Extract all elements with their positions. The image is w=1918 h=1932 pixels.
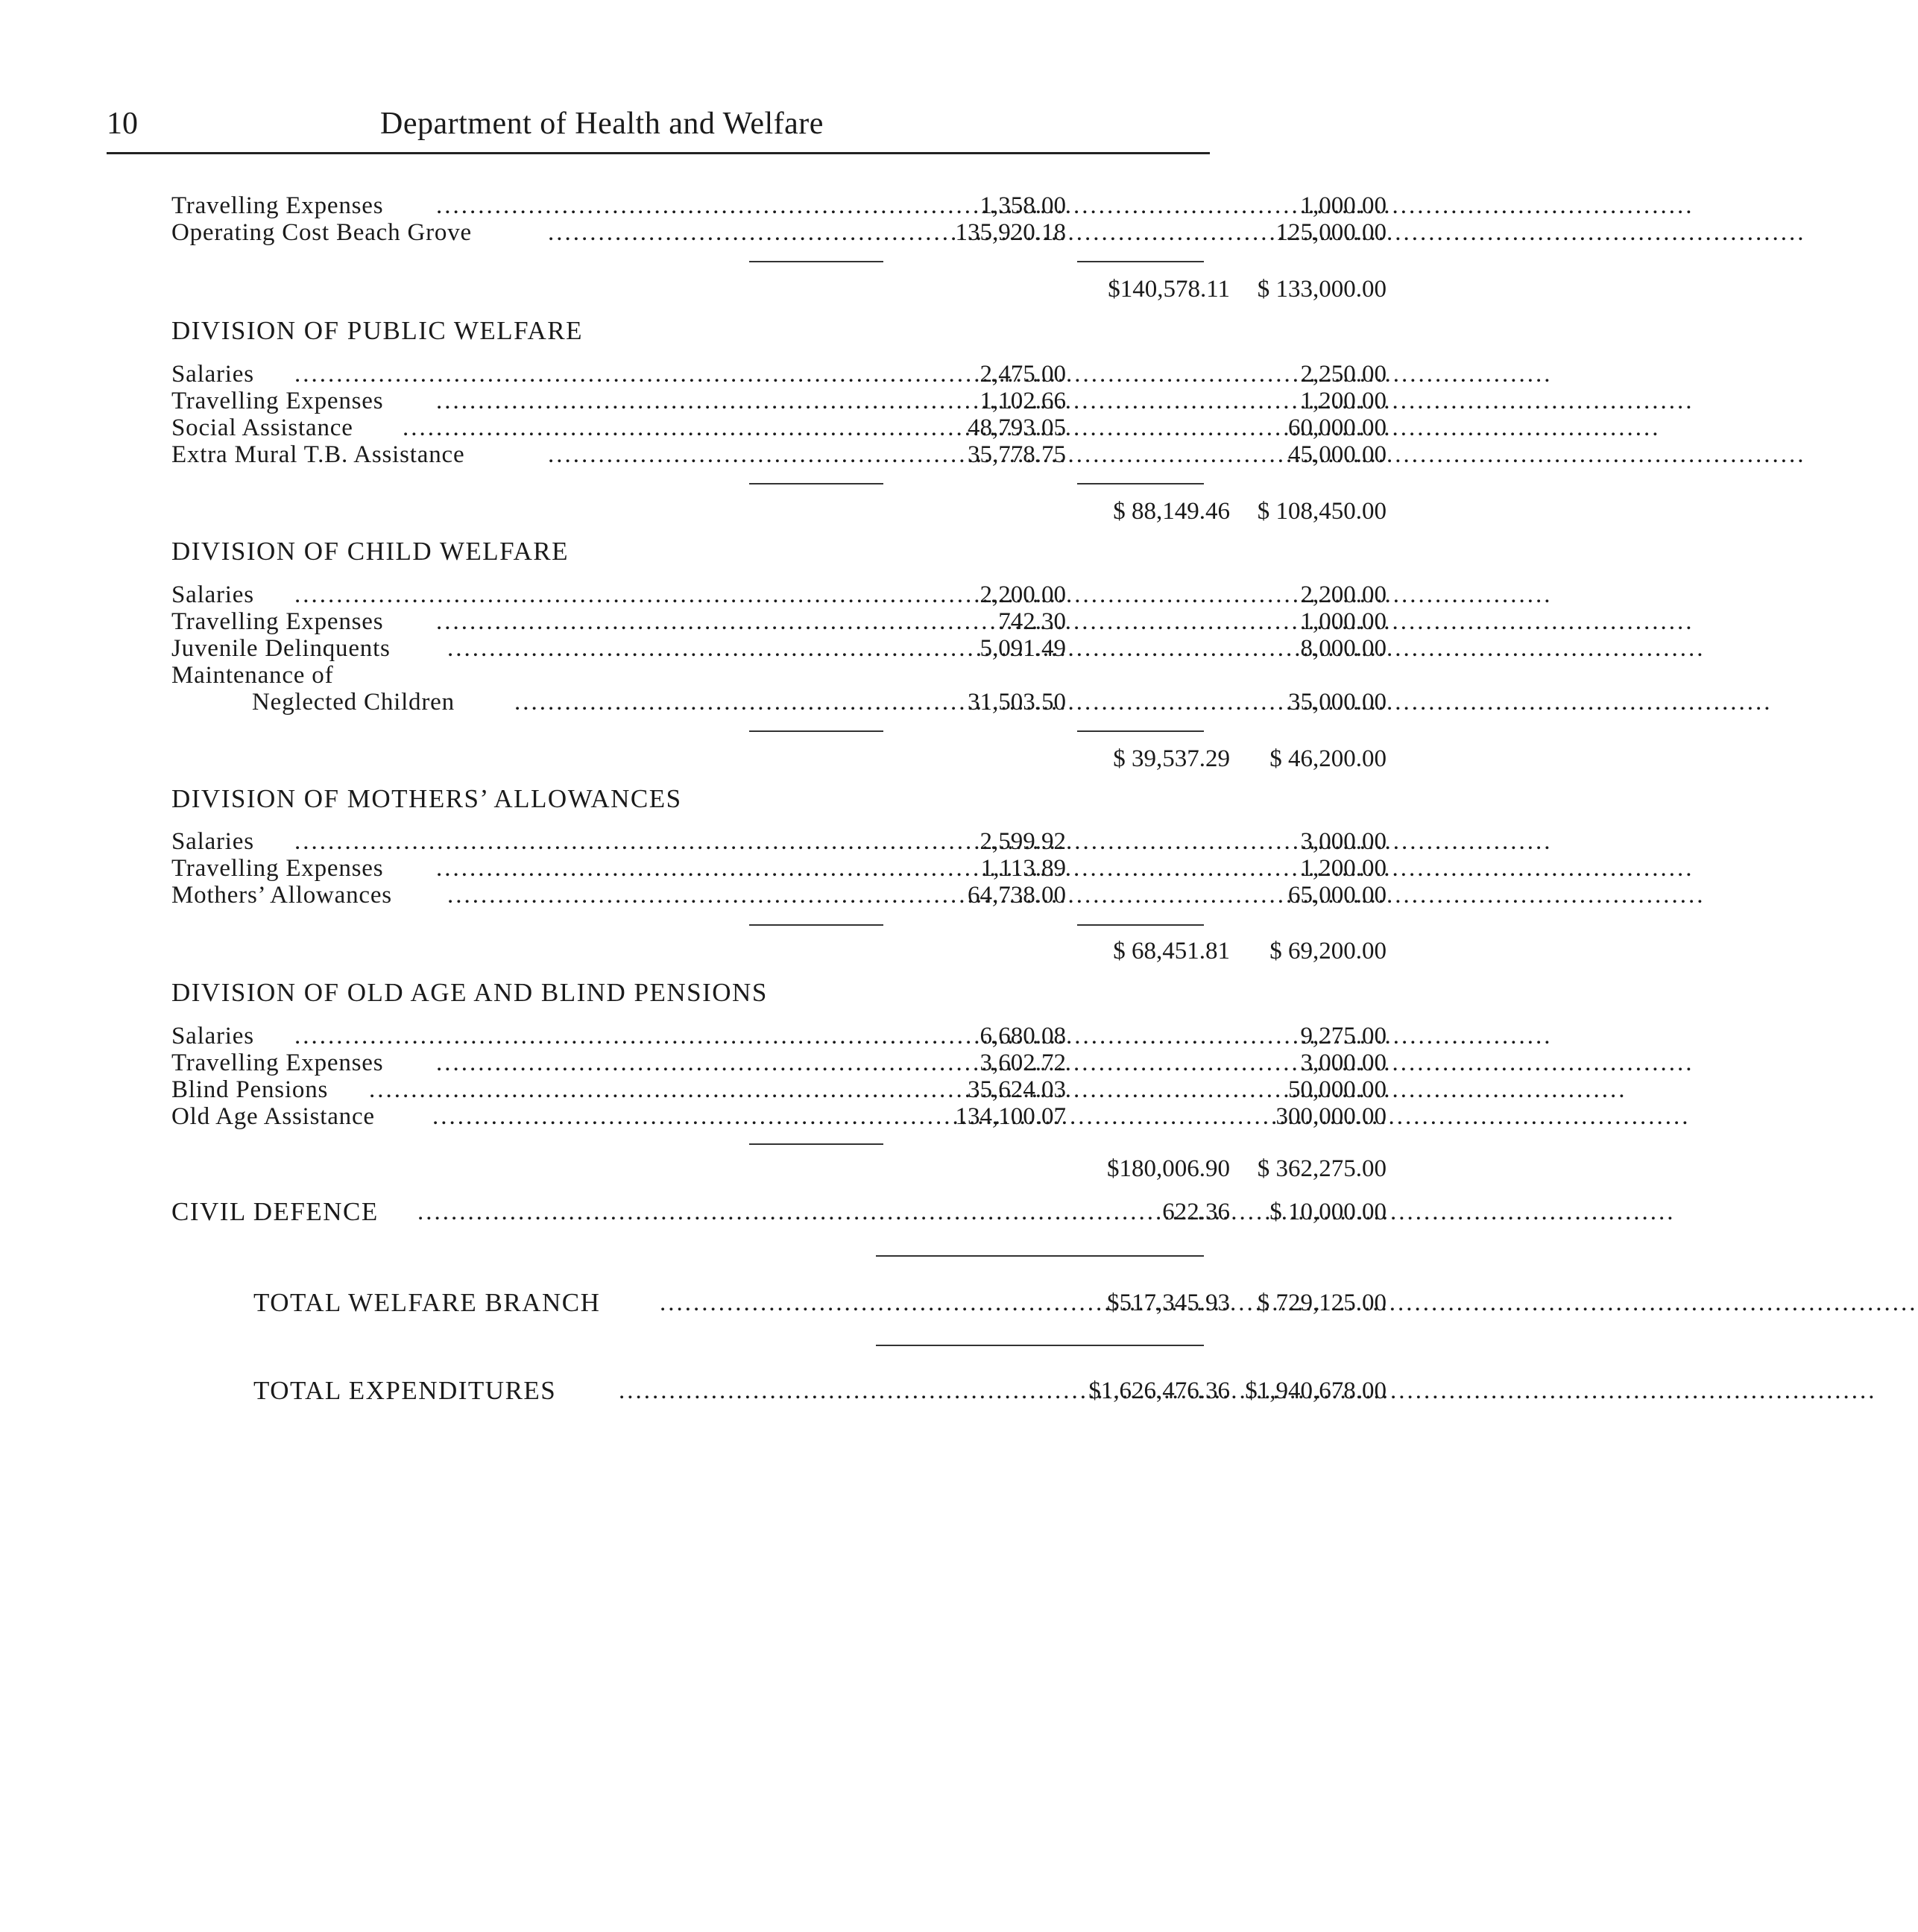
- item-actual: 742.30: [998, 608, 1066, 635]
- section-heading: DIVISION OF OLD AGE AND BLIND PENSIONS: [171, 978, 768, 1007]
- rule: [876, 1345, 1204, 1346]
- item-actual: 31,503.50: [968, 689, 1066, 716]
- subtotal-estimate: $ 362,275.00: [1257, 1155, 1387, 1182]
- rule: [749, 483, 883, 484]
- section-heading: DIVISION OF CHILD WELFARE: [171, 537, 569, 566]
- dot-leader: [436, 608, 768, 635]
- item-estimate: 125,000.00: [1275, 219, 1387, 246]
- item-label: Mothers’ Allowances: [171, 882, 392, 909]
- dot-leader: [548, 219, 768, 246]
- item-estimate: 1,000.00: [1300, 192, 1387, 219]
- total-label: TOTAL EXPENDITURES: [253, 1376, 557, 1405]
- item-label: Social Assistance: [171, 414, 353, 441]
- item-estimate: 3,000.00: [1300, 1049, 1387, 1076]
- item-label: Travelling Expenses: [171, 1049, 384, 1076]
- subtotal-estimate: $ 69,200.00: [1269, 938, 1387, 965]
- item-estimate: 65,000.00: [1288, 882, 1387, 909]
- subtotal-actual: $ 39,537.29: [1113, 745, 1230, 772]
- item-actual: 35,778.75: [968, 441, 1066, 468]
- item-label: Neglected Children: [252, 689, 455, 716]
- item-estimate: 35,000.00: [1288, 689, 1387, 716]
- total-actual: $517,345.93: [1107, 1289, 1230, 1316]
- item-estimate: 1,200.00: [1300, 388, 1387, 414]
- section-heading: DIVISION OF PUBLIC WELFARE: [171, 316, 584, 345]
- dot-leader: [447, 635, 768, 662]
- item-estimate: 60,000.00: [1288, 414, 1387, 441]
- item-estimate: 3,000.00: [1300, 828, 1387, 855]
- item-label: Maintenance of: [171, 662, 334, 689]
- item-actual: 1,102.66: [979, 388, 1066, 414]
- dot-leader: [294, 581, 768, 608]
- item-label: Travelling Expenses: [171, 855, 384, 882]
- item-estimate: 8,000.00: [1300, 635, 1387, 662]
- item-label: Travelling Expenses: [171, 608, 384, 635]
- subtotal-actual: $ 88,149.46: [1113, 498, 1230, 525]
- dot-leader: [417, 1199, 768, 1225]
- dot-leader: [294, 361, 768, 388]
- item-actual: 6,680.08: [979, 1023, 1066, 1049]
- item-estimate: 1,000.00: [1300, 608, 1387, 635]
- rule: [749, 730, 883, 732]
- rule: [1077, 924, 1204, 926]
- page-number: 10: [107, 107, 138, 141]
- total-label: TOTAL WELFARE BRANCH: [253, 1288, 601, 1317]
- dot-leader: [548, 441, 768, 468]
- item-label: Salaries: [171, 581, 254, 608]
- item-estimate: 2,250.00: [1300, 361, 1387, 388]
- item-label: Salaries: [171, 828, 254, 855]
- item-estimate: $ 10,000.00: [1269, 1199, 1387, 1225]
- dot-leader: [294, 1023, 768, 1049]
- dot-leader: [369, 1076, 768, 1103]
- page-header: [107, 106, 1210, 154]
- subtotal-estimate: $ 46,200.00: [1269, 745, 1387, 772]
- item-estimate: 45,000.00: [1288, 441, 1387, 468]
- item-actual: 3,602.72: [979, 1049, 1066, 1076]
- rule: [749, 261, 883, 262]
- total-actual: $1,626,476.36: [1088, 1377, 1230, 1404]
- item-estimate: 300,000.00: [1275, 1103, 1387, 1130]
- rule: [749, 924, 883, 926]
- item-estimate: 50,000.00: [1288, 1076, 1387, 1103]
- dot-leader: [432, 1103, 768, 1130]
- item-label: Juvenile Delinquents: [171, 635, 391, 662]
- item-actual: 2,599.92: [979, 828, 1066, 855]
- dot-leader: [436, 855, 768, 882]
- item-actual: 35,624.03: [968, 1076, 1066, 1103]
- subtotal-actual: $ 68,451.81: [1113, 938, 1230, 965]
- item-label: Salaries: [171, 1023, 254, 1049]
- dot-leader: [403, 414, 768, 441]
- subtotal-actual: $140,578.11: [1108, 276, 1230, 303]
- item-actual: 135,920.18: [955, 219, 1066, 246]
- item-actual: 48,793.05: [968, 414, 1066, 441]
- rule: [1077, 483, 1204, 484]
- item-actual: 2,200.00: [979, 581, 1066, 608]
- item-actual: 2,475.00: [979, 361, 1066, 388]
- item-label: Travelling Expenses: [171, 192, 384, 219]
- item-actual: 1,113.89: [980, 855, 1066, 882]
- total-estimate: $ 729,125.00: [1257, 1289, 1387, 1316]
- rule: [749, 1143, 883, 1145]
- dot-leader: [514, 689, 768, 716]
- item-estimate: 2,200.00: [1300, 581, 1387, 608]
- item-label: Old Age Assistance: [171, 1103, 375, 1130]
- item-label: CIVIL DEFENCE: [171, 1197, 379, 1226]
- item-actual: 134,100.07: [955, 1103, 1066, 1130]
- rule: [1077, 730, 1204, 732]
- dot-leader: [436, 388, 768, 414]
- item-label: Travelling Expenses: [171, 388, 384, 414]
- item-actual: 64,738.00: [968, 882, 1066, 909]
- page-title: Department of Health and Welfare: [380, 107, 824, 141]
- subtotal-estimate: $ 108,450.00: [1257, 498, 1387, 525]
- item-label: Extra Mural T.B. Assistance: [171, 441, 465, 468]
- item-label: Operating Cost Beach Grove: [171, 219, 472, 246]
- item-actual: 622.36: [1162, 1199, 1230, 1225]
- dot-leader: [294, 828, 768, 855]
- dot-leader: [436, 192, 768, 219]
- item-label: Blind Pensions: [171, 1076, 329, 1103]
- item-label: Salaries: [171, 361, 254, 388]
- section-heading: DIVISION OF MOTHERS’ ALLOWANCES: [171, 784, 682, 813]
- rule: [876, 1255, 1204, 1257]
- item-estimate: 1,200.00: [1300, 855, 1387, 882]
- rule: [1077, 261, 1204, 262]
- item-estimate: 9,275.00: [1300, 1023, 1387, 1049]
- item-actual: 5,091.49: [979, 635, 1066, 662]
- total-estimate: $1,940,678.00: [1245, 1377, 1387, 1404]
- dot-leader: [447, 882, 768, 909]
- dot-leader: [436, 1049, 768, 1076]
- item-actual: 1,358.00: [979, 192, 1066, 219]
- subtotal-actual: $180,006.90: [1107, 1155, 1230, 1182]
- subtotal-estimate: $ 133,000.00: [1257, 276, 1387, 303]
